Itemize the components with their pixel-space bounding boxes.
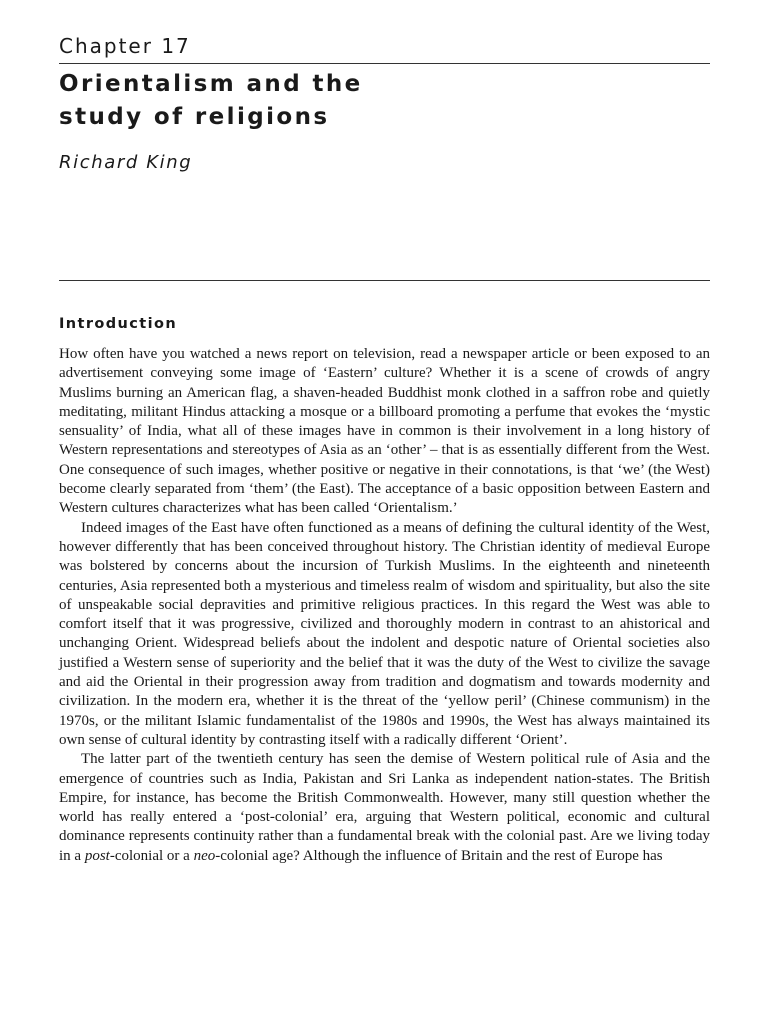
- chapter-title-line-2: study of religions: [59, 104, 330, 130]
- chapter-title-line-1: Orientalism and the: [59, 71, 363, 97]
- body-text: [59, 345, 710, 866]
- paragraph-3: [59, 750, 710, 866]
- paragraph-3-part-c: -colonial age? Although the influence of Britain and the rest of Europe has: [215, 847, 663, 864]
- paragraph-3-part-b: -colonial or a: [109, 847, 194, 864]
- paragraph-3-part-a: The latter part of the twentieth century has seen the demise of Western political rule of Asia and the emergence of countries such as India, Pakistan and Sri Lanka as independent nation-states. The British Empire, for instance, has become the British Commonwealth. However, many still question whether the world has really entered a ‘post-colonial’ era, arguing that Western political, economic and cultural dominance represents continuity rather than a fundamental break with the colonial past. Are we living today in a: [59, 751, 710, 864]
- paragraph-2: Indeed images of the East have often functioned as a means of defining the cultural identity of the West, however differently that has been conceived throughout history. The Christian identity of medieval Europe was bolstered by concerns about the incursion of Turkish Muslims. In the eighteenth and nineteenth centuries, Asia represented both a mysterious and timeless realm of wisdom and spirituality, but also the site of unspeakable social depravities and primitive religious practices. In this regard the West was able to comfort itself that it was progressive, civilized and thoroughly modern in contrast to an ahistorical and unchanging Orient. Widespread beliefs about the indolent and despotic nature of Oriental societies also justified a Western sense of superiority and the belief that it was the duty of the West to civilize the savage and aid the Oriental in their progression away from tradition and dogmatism and towards modernity and civilization. In the modern era, whether it is the threat of the ‘yellow peril’ (Chinese communism) in the 1970s, or the militant Islamic fundamentalist of the 1980s and 1990s, the West has always maintained its own sense of cultural identity by contrasting itself with a radically different ‘Orient’.: [59, 519, 710, 748]
- chapter-number: Chapter 17: [59, 34, 191, 58]
- paragraph-3-italic-post: post: [84, 847, 110, 864]
- paragraph-3-italic-neo: neo: [193, 847, 216, 864]
- section-heading: Introduction: [59, 316, 178, 332]
- top-rule: [59, 63, 710, 64]
- chapter-title: [59, 68, 363, 134]
- paragraph-1: How often have you watched a news report on television, read a newspaper article or been exposed to an advertisement conveying some image of ‘Eastern’ culture? Whether it is a scene of crowds of angry Muslims burning an American flag, a shaven-headed Buddhist monk clothed in a saffron robe and quietly meditating, militant Hindus attacking a mosque or a billboard promoting a perfume that evokes the ‘mystic sensuality’ of India, what all of these images have in common is their involvement in a long history of Western representations and stereotypes of Asia as an ‘other’ – that is as essentially different from the West. One consequence of such images, whether positive or negative in their connotations, is that ‘we’ (the West) become clearly separated from ‘them’ (the East). The acceptance of a basic opposition between Eastern and Western cultures characterizes what has been called ‘Orientalism.’: [59, 346, 710, 517]
- chapter-author: Richard King: [59, 152, 193, 173]
- section-rule: [59, 280, 710, 281]
